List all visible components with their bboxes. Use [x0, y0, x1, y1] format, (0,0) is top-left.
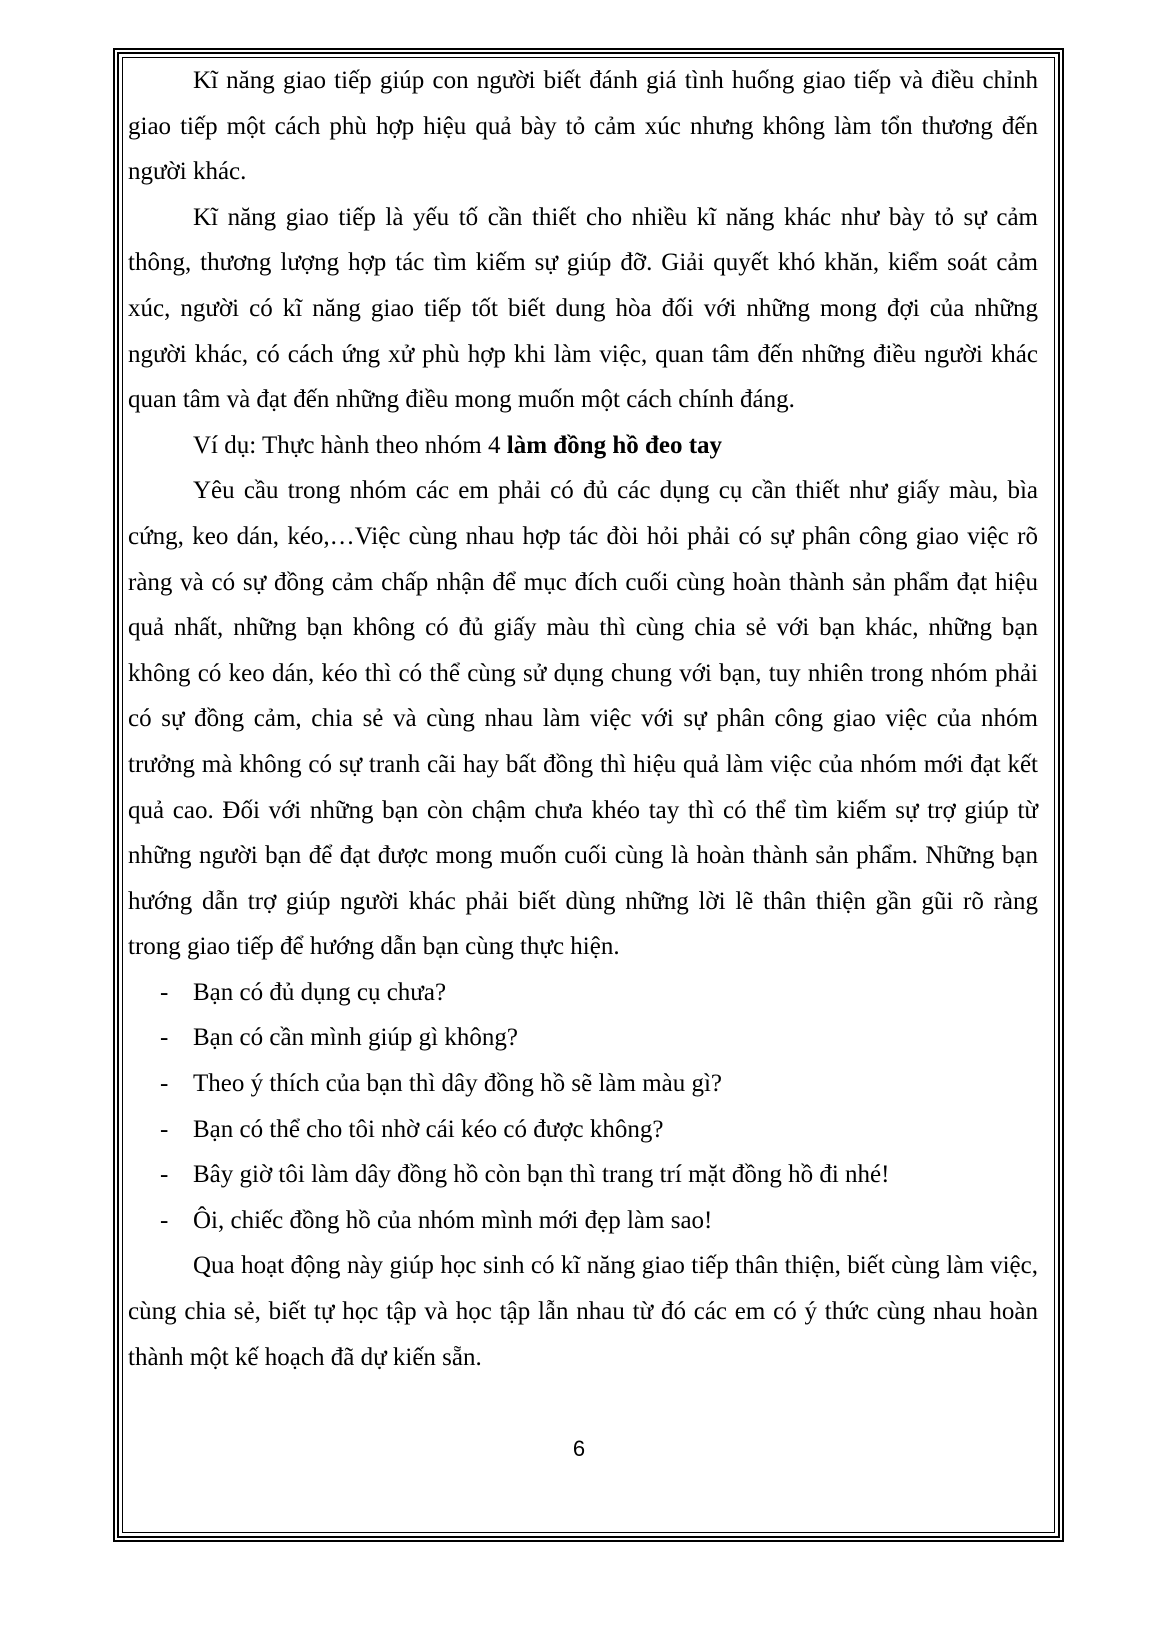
dialog-item: [128, 1152, 1038, 1198]
paragraph-skill-importance: Kĩ năng giao tiếp là yếu tố cần thiết cho nhiều kĩ năng khác như bày tỏ sự cảm thông, thương lượng hợp tác tìm kiếm sự giúp đỡ. Giải quyết khó khăn, kiểm soát cảm xúc, người có kĩ năng giao tiếp tốt biết dung hòa đối với những mong đợi của những người khác, có cách ứng xử phù hợp khi làm việc, quan tâm đến những điều người khác quan tâm và đạt đến những điều mong muốn một cách chính đáng.: [128, 203, 1038, 414]
dialog-item-text: Bây giờ tôi làm dây đồng hồ còn bạn thì trang trí mặt đồng hồ đi nhé!: [193, 1161, 890, 1189]
dialog-item: [128, 1198, 1038, 1244]
dialog-item-text: Bạn có đủ dụng cụ chưa?: [193, 978, 447, 1006]
dialog-item-text: Bạn có cần mình giúp gì không?: [193, 1024, 518, 1052]
dash-bullet: -: [160, 1115, 169, 1143]
dialog-item: [128, 1061, 1038, 1107]
example-prefix: Ví dụ: Thực hành theo nhóm 4: [193, 431, 507, 459]
paragraph-communication-skill: Kĩ năng giao tiếp giúp con người biết đánh giá tình huống giao tiếp và điều chỉnh giao tiếp một cách phù hợp hiệu quả bày tỏ cảm xúc nhưng không làm tổn thương đến người khác.: [128, 67, 1038, 186]
document-body: [128, 58, 1038, 1380]
dash-bullet: -: [160, 1161, 169, 1189]
dash-bullet: -: [160, 1206, 169, 1234]
dialog-list: [128, 970, 1038, 1244]
example-bold-title: làm đồng hồ đeo tay: [506, 431, 723, 459]
dialog-item-text: Bạn có thể cho tôi nhờ cái kéo có được không?: [193, 1115, 664, 1143]
paragraph-group-requirements: Yêu cầu trong nhóm các em phải có đủ các dụng cụ cần thiết như giấy màu, bìa cứng, keo dán, kéo,…Việc cùng nhau hợp tác đòi hỏi phải có sự phân công giao việc rõ ràng và có sự đồng cảm chấp nhận để mục đích cuối cùng hoàn thành sản phẩm đạt hiệu quả nhất, những bạn không có đủ giấy màu thì cùng chia sẻ với bạn khác, những bạn không có keo dán, kéo thì có thể cùng sử dụng chung với bạn, tuy nhiên trong nhóm phải có sự đồng cảm, chia sẻ và cùng nhau làm việc với sự phân công giao việc của nhóm trưởng mà không có sự tranh cãi hay bất đồng thì hiệu quả làm việc của nhóm mới đạt kết quả cao. Đối với những bạn còn chậm chưa khéo tay thì có thể tìm kiếm sự trợ giúp từ những người bạn để đạt được mong muốn cuối cùng là hoàn thành sản phẩm. Những bạn hướng dẫn trợ giúp người khác phải biết dùng những lời lẽ thân thiện gần gũi rõ ràng trong giao tiếp để hướng dẫn bạn cùng thực hiện.: [128, 477, 1038, 961]
dash-bullet: -: [160, 1070, 169, 1098]
dash-bullet: -: [160, 1024, 169, 1052]
paragraph-conclusion: Qua hoạt động này giúp học sinh có kĩ năng giao tiếp thân thiện, biết cùng làm việc, cùng chia sẻ, biết tự học tập và học tập lẫn nhau từ đó các em có ý thức cùng nhau hoàn thành một kế hoạch đã dự kiến sẵn.: [128, 1252, 1038, 1371]
dialog-item-text: Theo ý thích của bạn thì dây đồng hồ sẽ làm màu gì?: [193, 1070, 723, 1098]
example-line: [128, 423, 1038, 469]
dialog-item-text: Ôi, chiếc đồng hồ của nhóm mình mới đẹp làm sao!: [193, 1206, 713, 1234]
dialog-item: [128, 970, 1038, 1016]
dialog-item: [128, 1107, 1038, 1153]
dialog-item: [128, 1015, 1038, 1061]
page-number: 6: [572, 1436, 586, 1461]
dash-bullet: -: [160, 978, 169, 1006]
